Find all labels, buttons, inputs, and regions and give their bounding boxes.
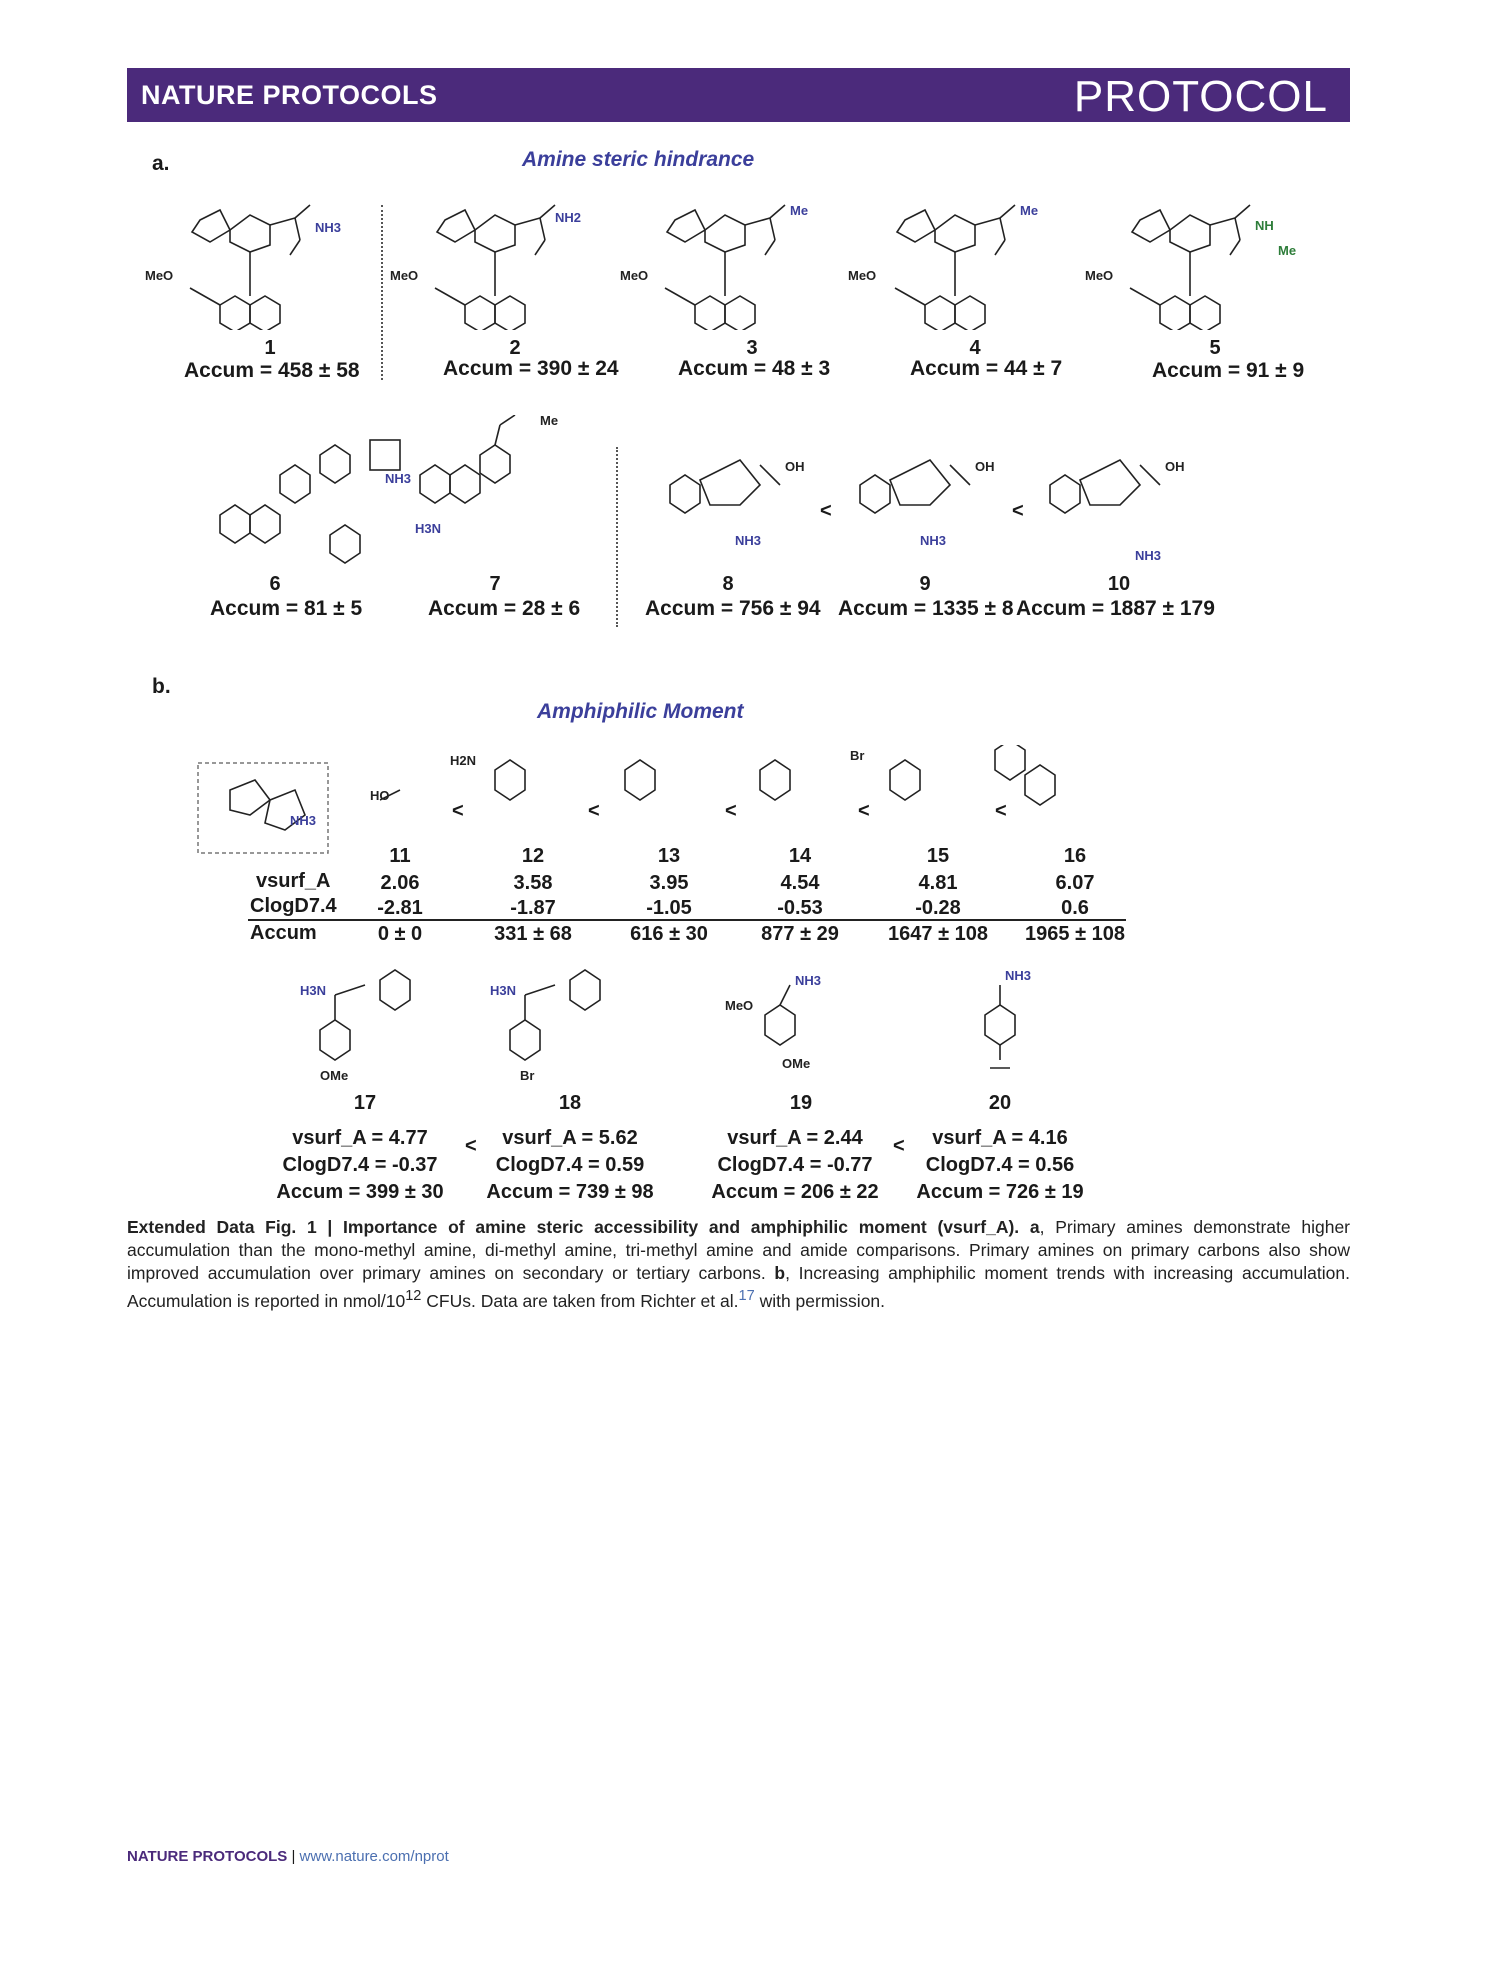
accum-value: 331 ± 68 xyxy=(494,923,572,945)
br-label: Br xyxy=(850,748,865,763)
clogd-value: 0.6 xyxy=(1061,897,1089,919)
clogd-value: ClogD7.4 = -0.37 xyxy=(282,1154,438,1176)
clogd-value: -2.81 xyxy=(377,897,423,919)
vsurf-value: 4.54 xyxy=(780,872,820,894)
ome-label: OMe xyxy=(782,1056,811,1071)
nh3-label: NH3 xyxy=(1135,548,1162,563)
compound-number: 10 xyxy=(1107,573,1131,595)
footer-separator: | xyxy=(287,1848,300,1865)
panel-a-label: a. xyxy=(152,152,170,175)
nh3-label: NH3 xyxy=(315,220,342,235)
vsurf-value: vsurf_A = 5.62 xyxy=(502,1127,638,1149)
meo-label: MeO xyxy=(620,268,649,283)
row-label-clogd: ClogD7.4 xyxy=(250,895,337,917)
scaffold-4 xyxy=(895,205,1015,330)
less-than-sign: < xyxy=(858,800,870,822)
vsurf-value: 3.95 xyxy=(649,872,689,894)
panel-a-title: Amine steric hindrance xyxy=(522,148,755,171)
accum-value: Accum = 206 ± 22 xyxy=(711,1181,879,1203)
caption-a-label: a xyxy=(1029,1217,1040,1237)
caption-title: Extended Data Fig. 1 | Importance of amine steric accessibility and amphiphilic moment (vsurf_A). xyxy=(127,1217,1020,1237)
h3n-label: H3N xyxy=(415,521,442,536)
meo-label: MeO xyxy=(390,268,419,283)
article-type: PROTOCOL xyxy=(1073,72,1328,121)
compound-number: 19 xyxy=(789,1092,813,1114)
compound-number: 18 xyxy=(558,1092,582,1114)
clogd-value: ClogD7.4 = 0.59 xyxy=(495,1154,645,1176)
nh2-label: NH2 xyxy=(555,210,582,225)
accum-value: Accum = 756 ± 94 xyxy=(645,597,821,620)
nh3-label: NH3 xyxy=(1005,968,1032,983)
meo-label: MeO xyxy=(725,998,754,1013)
clogd-value: -1.87 xyxy=(510,897,556,919)
caption-b-text3: with permission. xyxy=(754,1290,886,1311)
journal-name: NATURE PROTOCOLS xyxy=(141,80,438,110)
compound-number: 13 xyxy=(657,845,681,867)
vsurf-value: vsurf_A = 2.44 xyxy=(727,1127,863,1149)
me-label: Me xyxy=(790,203,809,218)
scaffold-3 xyxy=(665,205,785,330)
clogd-value: ClogD7.4 = -0.77 xyxy=(717,1154,873,1176)
caption-b-label: b xyxy=(774,1263,786,1283)
less-than-sign: < xyxy=(452,800,464,822)
property-block xyxy=(480,1125,660,1206)
vsurf-value: vsurf_A = 4.16 xyxy=(932,1127,1068,1149)
vsurf-value: 3.58 xyxy=(513,872,553,894)
br-label: Br xyxy=(520,1068,535,1083)
property-block xyxy=(705,1125,885,1206)
meo-label: MeO xyxy=(145,268,174,283)
less-than-sign: < xyxy=(995,800,1007,822)
nh3-label: NH3 xyxy=(735,533,762,548)
panel-a-row1-structures xyxy=(130,190,1310,330)
compound-number: 11 xyxy=(389,845,411,867)
me-label: Me xyxy=(1278,243,1297,258)
clogd-value: -1.05 xyxy=(646,897,692,919)
clogd-value: -0.53 xyxy=(777,897,823,919)
scaffold-2 xyxy=(435,205,555,330)
compound-number: 9 xyxy=(919,573,931,595)
journal-header xyxy=(127,68,1350,122)
meo-label: MeO xyxy=(848,268,877,283)
compound-number: 5 xyxy=(1209,337,1221,359)
compound-number: 7 xyxy=(489,573,501,595)
h3n-label: H3N xyxy=(490,983,517,998)
panel-a-row2-structures xyxy=(180,415,1240,580)
compound-number: 4 xyxy=(969,337,981,359)
nh3-label: NH3 xyxy=(795,973,822,988)
accum-value: 616 ± 30 xyxy=(630,923,708,945)
reference-link[interactable]: 17 xyxy=(738,1288,755,1304)
less-than-sign: < xyxy=(588,800,600,822)
compound-number: 8 xyxy=(722,573,734,595)
footer-url-link[interactable]: www.nature.com/nprot xyxy=(299,1848,449,1865)
accum-value: Accum = 81 ± 5 xyxy=(210,597,363,620)
accum-value: Accum = 458 ± 58 xyxy=(184,359,360,382)
accum-value: 1965 ± 108 xyxy=(1025,923,1125,945)
compound-number: 1 xyxy=(264,337,276,359)
row-label-vsurf: vsurf_A xyxy=(256,870,331,892)
accum-value: Accum = 48 ± 3 xyxy=(678,357,831,380)
nh-label: NH xyxy=(1255,218,1274,233)
vsurf-value: vsurf_A = 4.77 xyxy=(292,1127,428,1149)
accum-value: 877 ± 29 xyxy=(761,923,839,945)
less-than-sign: < xyxy=(893,1135,905,1157)
me-label: Me xyxy=(540,415,559,428)
caption-b-text2: CFUs. Data are taken from Richter et al. xyxy=(421,1290,739,1311)
accum-value: Accum = 726 ± 19 xyxy=(916,1181,1084,1203)
footer-brand: NATURE PROTOCOLS xyxy=(127,1848,288,1865)
scaffold-1 xyxy=(190,205,310,330)
compound-number: 3 xyxy=(746,337,758,359)
caption-b-text: , Increasing amphiphilic moment trends with increasing accumulation. Accumulation is reported in nmol/10 xyxy=(127,1263,1350,1311)
page-footer xyxy=(127,1848,449,1865)
accum-value: Accum = 399 ± 30 xyxy=(276,1181,444,1203)
less-than-sign: < xyxy=(1012,500,1024,522)
panel-b-title: Amphiphilic Moment xyxy=(537,700,744,723)
h2n-label: H2N xyxy=(450,753,477,768)
property-block xyxy=(270,1125,450,1206)
caption-a-text: , Primary amines demonstrate higher accumulation than the mono-methyl amine, di-methyl amine, tri-methyl amine and amide comparisons. Primary amines on primary carbons also show improved accumulation over primary amines on secondary or tertiary carbons. xyxy=(127,1217,1350,1283)
compound-number: 2 xyxy=(509,337,521,359)
panel-b-label: b. xyxy=(152,675,171,698)
separator xyxy=(616,447,618,627)
vsurf-value: 4.81 xyxy=(918,872,958,894)
row-label-accum: Accum xyxy=(250,922,317,944)
compound-number: 20 xyxy=(988,1092,1012,1114)
less-than-sign: < xyxy=(820,500,832,522)
compound-number: 17 xyxy=(353,1092,377,1114)
meo-label: MeO xyxy=(1085,268,1114,283)
nh3-label: NH3 xyxy=(920,533,947,548)
accum-value: Accum = 44 ± 7 xyxy=(910,357,1063,380)
clogd-value: ClogD7.4 = 0.56 xyxy=(925,1154,1075,1176)
vsurf-value: 2.06 xyxy=(380,872,420,894)
accum-value: Accum = 1887 ± 179 xyxy=(1016,597,1215,620)
oh-label: OH xyxy=(785,459,805,474)
panel-b-bottom-structures xyxy=(290,960,1130,1090)
property-block xyxy=(910,1125,1090,1206)
accum-value: Accum = 91 ± 9 xyxy=(1152,359,1305,382)
compound-number: 15 xyxy=(926,845,950,867)
accum-value: Accum = 390 ± 24 xyxy=(443,357,619,380)
nh3-label: NH3 xyxy=(385,471,412,486)
less-than-sign: < xyxy=(465,1135,477,1157)
accum-value: Accum = 28 ± 6 xyxy=(428,597,581,620)
oh-label: OH xyxy=(975,459,995,474)
less-than-sign: < xyxy=(725,800,737,822)
reference-box xyxy=(198,763,328,853)
accum-value: 0 ± 0 xyxy=(377,923,423,945)
accum-value: Accum = 1335 ± 8 xyxy=(838,597,1014,620)
compound-number: 14 xyxy=(788,845,812,867)
h3n-label: H3N xyxy=(300,983,327,998)
accum-value: Accum = 739 ± 98 xyxy=(486,1181,654,1203)
ho-label: HO xyxy=(370,788,390,803)
oh-label: OH xyxy=(1165,459,1185,474)
scaffold-5 xyxy=(1130,205,1250,330)
separator xyxy=(381,205,383,380)
panel-b-series-structures xyxy=(195,745,1125,855)
compound-number: 12 xyxy=(521,845,545,867)
ome-label: OMe xyxy=(320,1068,349,1083)
clogd-value: -0.28 xyxy=(915,897,961,919)
nh3-label: NH3 xyxy=(290,813,317,828)
compound-number: 6 xyxy=(269,573,281,595)
caption-exponent: 12 xyxy=(405,1288,422,1304)
vsurf-value: 6.07 xyxy=(1055,872,1095,894)
me-label: Me xyxy=(1020,203,1039,218)
accum-value: 1647 ± 108 xyxy=(888,923,988,945)
figure-caption xyxy=(127,1216,1350,1313)
compound-number: 16 xyxy=(1063,845,1087,867)
